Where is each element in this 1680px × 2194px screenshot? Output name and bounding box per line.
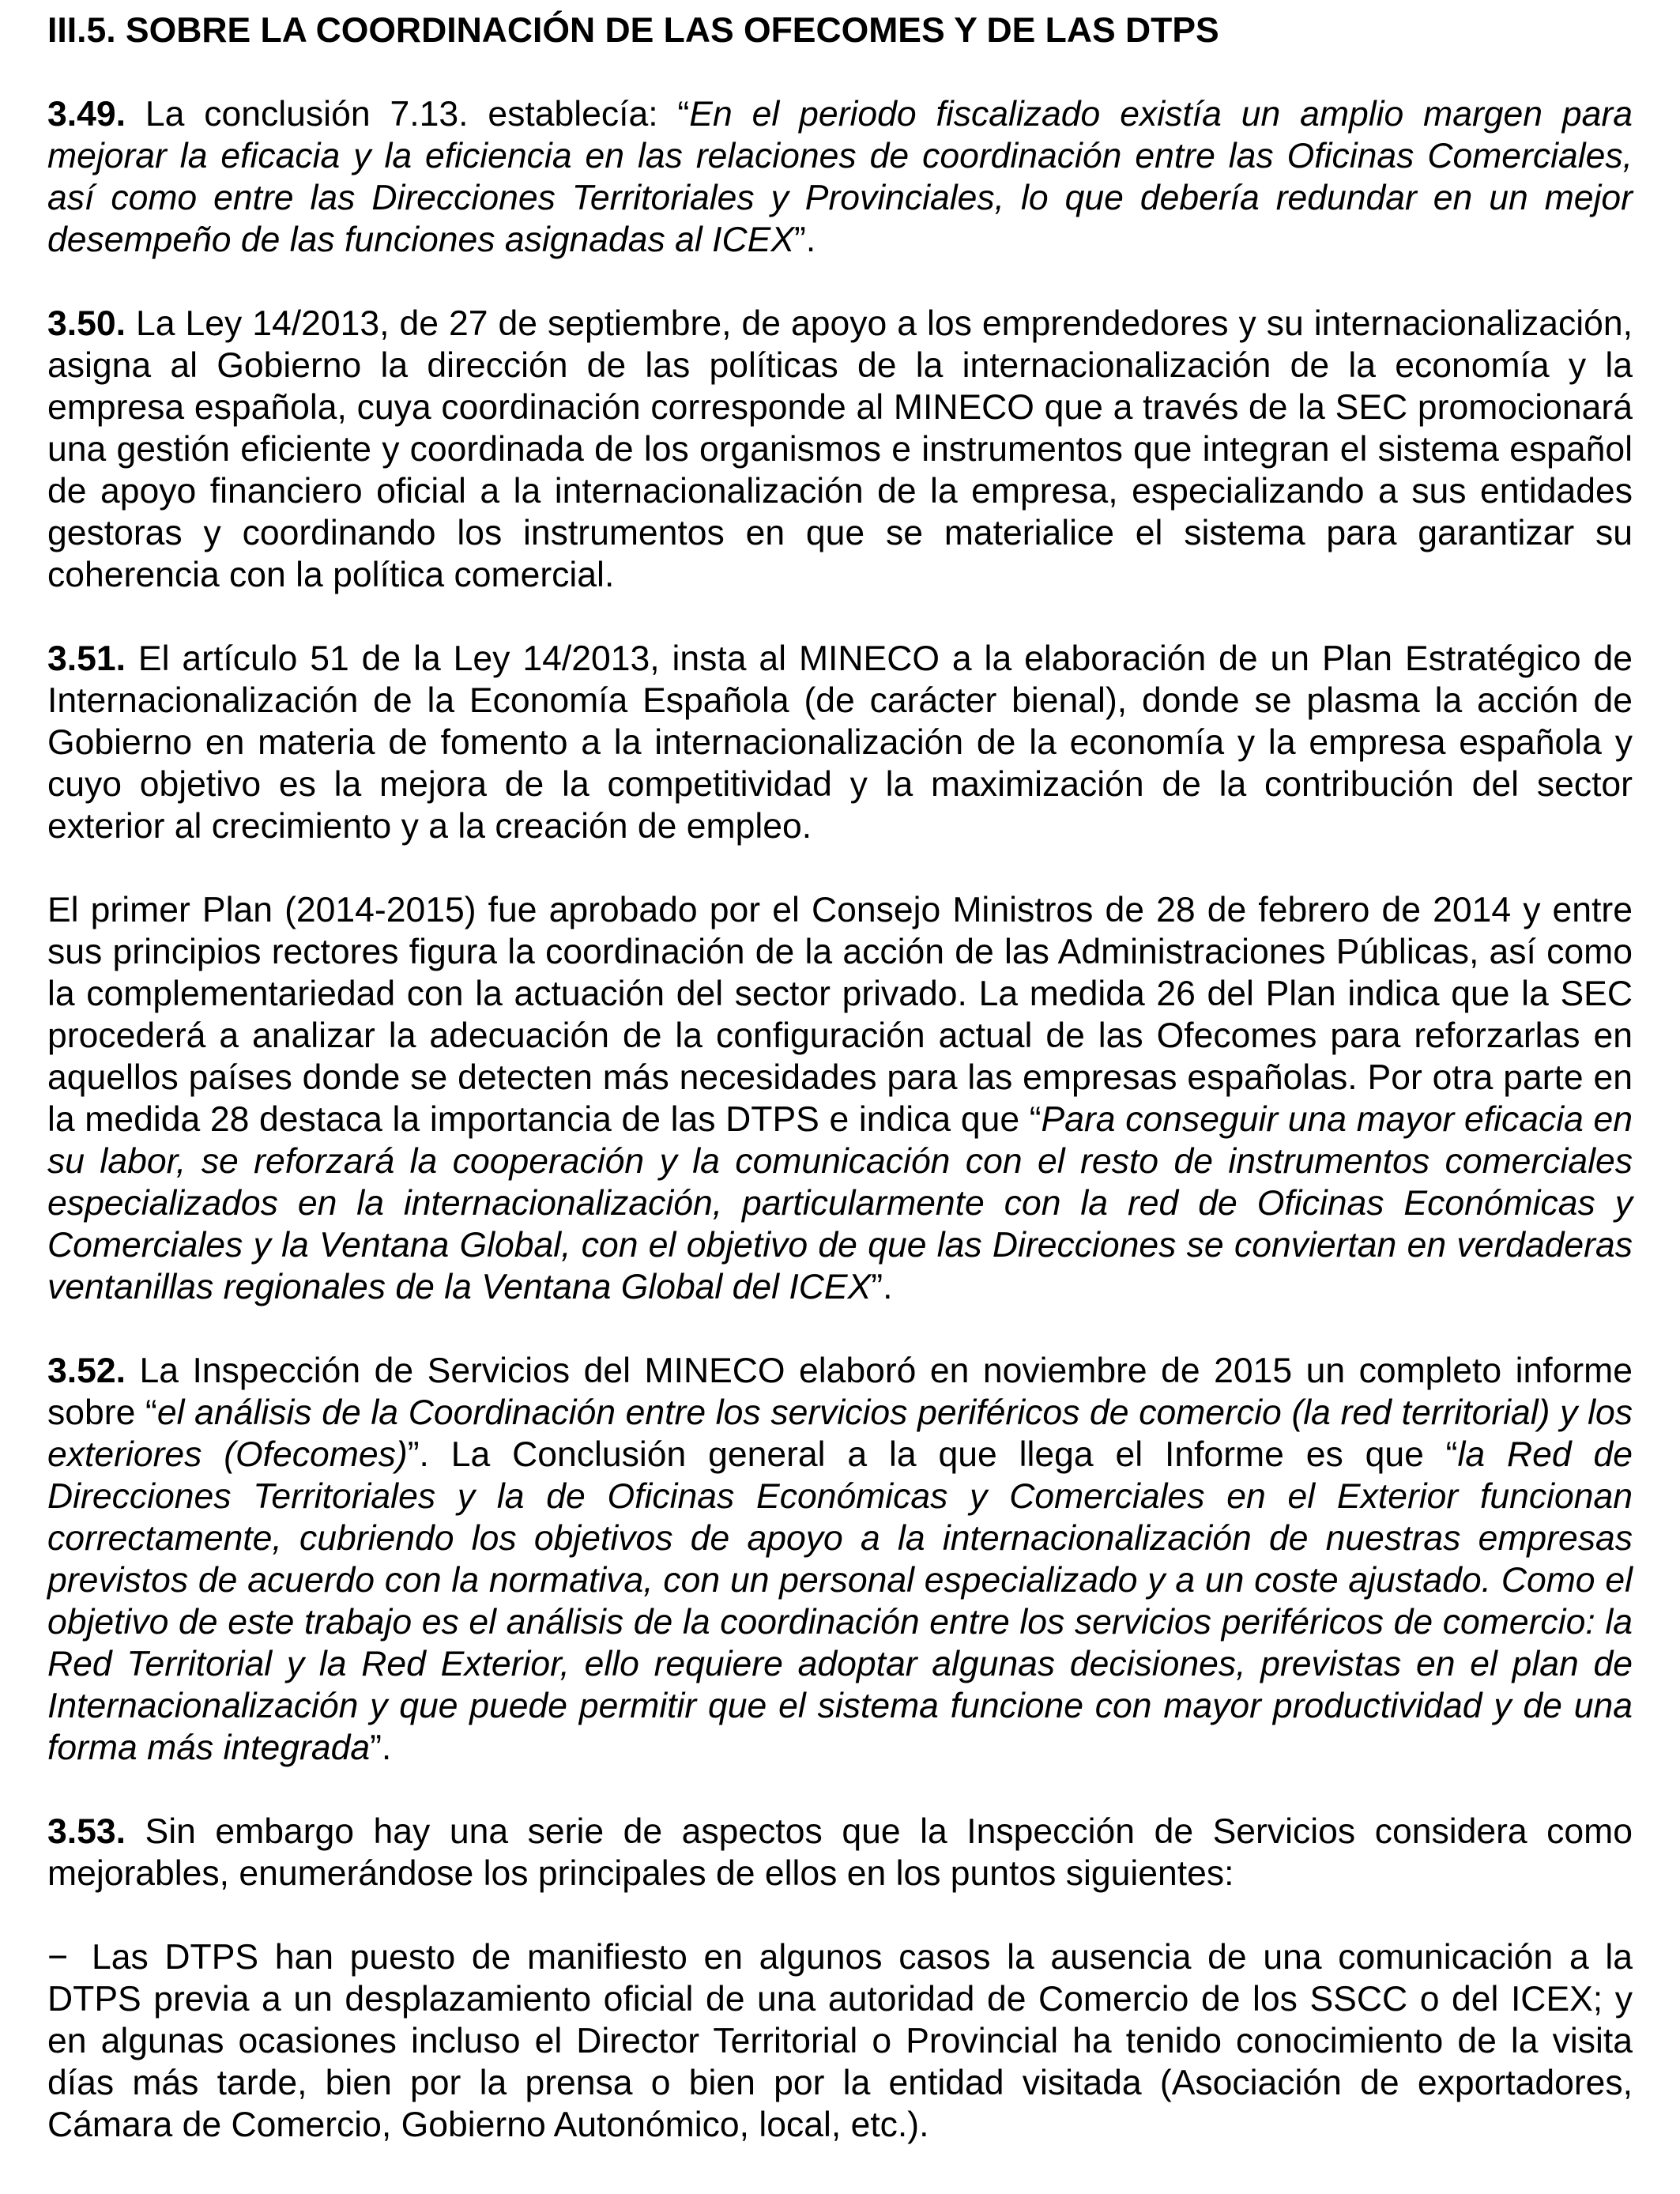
bullet-item — [47, 1936, 1633, 2146]
paragraph-number: 3.51. — [47, 639, 126, 678]
paragraph-3-50 — [47, 303, 1633, 596]
quoted-text: Para conseguir una mayor eficacia en su labor, se reforzará la cooperación y la comunicación con el resto de instrumentos comerciales especializados en la internacionalización, particularmente con la red de Oficinas Económicas y Comerciales y la Ventana Global, con el objetivo de que las Direcciones se conviertan en verdaderas ventanillas regionales de la Ventana Global del ICEX — [47, 1100, 1633, 1306]
quoted-text: En el periodo fiscalizado existía un amplio margen para mejorar la eficacia y la eficiencia en las relaciones de coordinación entre las Oficinas Comerciales, así como entre las Direcciones Territoriales y Provinciales, lo que debería redundar en un mejor desempeño de las funciones asignadas al ICEX — [47, 95, 1633, 259]
section-heading: III.5. SOBRE LA COORDINACIÓN DE LAS OFECOMES Y DE LAS DTPS — [47, 11, 1219, 50]
paragraph-3-51 — [47, 638, 1633, 847]
paragraph-text: La Inspección de Servicios del MINECO elaboró en noviembre de 2015 un completo informe sobre “ — [47, 1351, 1633, 1432]
paragraph-text: ”. La Conclusión general a la que llega el Informe es que “ — [407, 1435, 1458, 1474]
paragraph-number: 3.52. — [47, 1351, 126, 1390]
paragraph-3-51-continued — [47, 889, 1633, 1308]
paragraph-text: ”. — [871, 1268, 893, 1306]
paragraph-3-49 — [47, 93, 1633, 261]
paragraph-text: El artículo 51 de la Ley 14/2013, insta al MINECO a la elaboración de un Plan Estratégico de Internacionalización de la Economía Española (de carácter bienal), donde se plasma la acción de Gobierno en materia de fomento a la internacionalización de la economía y la empresa española y cuyo objetivo es la mejora de la competitividad y la maximización de la contribución del sector exterior al crecimiento y a la creación de empleo. — [47, 639, 1633, 846]
paragraph-number: 3.49. — [47, 95, 126, 134]
paragraph-text: La Ley 14/2013, de 27 de septiembre, de apoyo a los emprendedores y su internacionalización, asigna al Gobierno la dirección de las políticas de la internacionalización de la economía y la empresa española, cuya coordinación corresponde al MINECO que a través de la SEC promocionará una gestión eficiente y coordinada de los organismos e instrumentos que integran el sistema español de apoyo financiero oficial a la internacionalización de la empresa, especializando a sus entidades gestoras y coordinando los instrumentos en que se materialice el sistema para garantizar su coherencia con la política comercial. — [47, 304, 1633, 594]
document-page — [47, 9, 1633, 2146]
dash-bullet-icon: − — [47, 1938, 68, 1977]
paragraph-3-52 — [47, 1350, 1633, 1769]
paragraph-number: 3.53. — [47, 1812, 126, 1851]
quoted-text: la Red de Direcciones Territoriales y la de Oficinas Económicas y Comerciales en el Exterior funcionan correctamente, cubriendo los objetivos de apoyo a la internacionalización de nuestras empresas previstos de acuerdo con la normativa, con un personal especializado y a un coste ajustado. Como el objetivo de este trabajo es el análisis de la coordinación entre los servicios periféricos de comercio: la Red Territorial y la Red Exterior, ello requiere adoptar algunas decisiones, previstas en el plan de Internacionalización y que puede permitir que el sistema funcione con mayor productividad y de una forma más integrada — [47, 1435, 1633, 1767]
paragraph-3-53 — [47, 1811, 1633, 1894]
quoted-text: el análisis de la Coordinación entre los servicios periféricos de comercio (la red territorial) y los exteriores (Ofecomes) — [47, 1393, 1633, 1474]
paragraph-text: ”. — [370, 1728, 392, 1767]
paragraph-text: ”. — [794, 221, 816, 259]
paragraph-number: 3.50. — [47, 304, 126, 343]
paragraph-text: La conclusión 7.13. establecía: “ — [125, 95, 690, 134]
paragraph-text: Sin embargo hay una serie de aspectos que la Inspección de Servicios considera como mejorables, enumerándose los principales de ellos en los puntos siguientes: — [47, 1812, 1633, 1893]
bullet-text: Las DTPS han puesto de manifiesto en algunos casos la ausencia de una comunicación a la DTPS previa a un desplazamiento oficial de una autoridad de Comercio de los SSCC o del ICEX; y en algunas ocasiones incluso el Director Territorial o Provincial ha tenido conocimiento de la visita días más tarde, bien por la prensa o bien por la entidad visitada (Asociación de exportadores, Cámara de Comercio, Gobierno Autonómico, local, etc.). — [47, 1938, 1633, 2144]
paragraph-text: El primer Plan (2014-2015) fue aprobado por el Consejo Ministros de 28 de febrero de 2014 y entre sus principios rectores figura la coordinación de la acción de las Administraciones Públicas, así como la complementariedad con la actuación del sector privado. La medida 26 del Plan indica que la SEC procederá a analizar la adecuación de la configuración actual de las Ofecomes para reforzarlas en aquellos países donde se detecten más necesidades para las empresas españolas. Por otra parte en la medida 28 destaca la importancia de las DTPS e indica que “ — [47, 891, 1633, 1139]
